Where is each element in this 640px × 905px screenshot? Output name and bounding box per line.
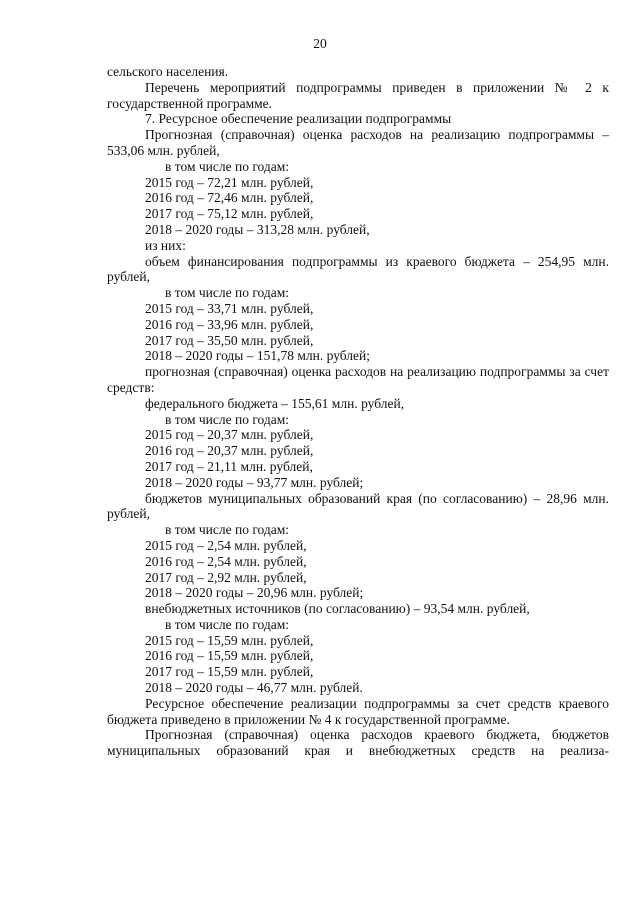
list-item: в том числе по годам: [165, 616, 290, 632]
list-item: 2016 год – 15,59 млн. рублей, [145, 648, 314, 664]
paragraph: бюджетов муниципальных образований края (по согласованию) – 28,96 млн. рублей, [107, 490, 609, 522]
list-item: в том числе по годам: [165, 285, 290, 301]
list-item: 2018 – 2020 годы – 93,77 млн. рублей; [145, 474, 364, 490]
list-item: 2015 год – 2,54 млн. рублей, [145, 537, 307, 553]
list-item: 2017 год – 35,50 млн. рублей, [145, 332, 314, 348]
list-item: 2016 год – 72,46 млн. рублей, [145, 190, 314, 206]
list-item: 2015 год – 33,71 млн. рублей, [145, 300, 314, 316]
list-item: 2018 – 2020 годы – 151,78 млн. рублей; [145, 348, 371, 364]
list-item: из них: [145, 237, 186, 253]
paragraph: Ресурсное обеспечение реализации подпрограммы за счет средств краевого бюджета приведено в приложении № 4 к государственной программе. [107, 695, 609, 727]
list-item: в том числе по годам: [165, 158, 290, 174]
list-item: 2016 год – 2,54 млн. рублей, [145, 553, 307, 569]
paragraph: объем финансирования подпрограммы из краевого бюджета – 254,95 млн. рублей, [107, 253, 609, 285]
document-body [107, 64, 609, 759]
list-item: федерального бюджета – 155,61 млн. рублей, [145, 395, 405, 411]
list-item: в том числе по годам: [165, 411, 290, 427]
list-item: 2015 год – 72,21 млн. рублей, [145, 174, 314, 190]
list-item: 2018 – 2020 годы – 313,28 млн. рублей, [145, 221, 370, 237]
paragraph: Перечень мероприятий подпрограммы приведен в приложении № 2 к государственной программе. [107, 79, 609, 111]
list-item: 2017 год – 21,11 млн. рублей, [145, 458, 313, 474]
section-heading: 7. Ресурсное обеспечение реализации подпрограммы [145, 111, 452, 127]
list-item: 2017 год – 2,92 млн. рублей, [145, 569, 307, 585]
list-item: 2018 – 2020 годы – 46,77 млн. рублей. [145, 680, 363, 696]
list-item: 2016 год – 33,96 млн. рублей, [145, 316, 314, 332]
paragraph: прогнозная (справочная) оценка расходов на реализацию подпрограммы за счет средств: [107, 364, 609, 395]
list-item: 2015 год – 20,37 млн. рублей, [145, 427, 314, 443]
paragraph: Прогнозная (справочная) оценка расходов на реализацию подпрограммы – 533,06 млн. рублей, [107, 127, 609, 158]
page-number: 20 [313, 36, 327, 51]
list-item: 2017 год – 15,59 млн. рублей, [145, 664, 314, 680]
paragraph: Прогнозная (справочная) оценка расходов краевого бюджета, бюджетов муниципальных образований края и внебюджетных средств на реализа- [107, 727, 609, 759]
list-item: 2015 год – 15,59 млн. рублей, [145, 632, 314, 648]
list-item: 2017 год – 75,12 млн. рублей, [145, 206, 314, 222]
paragraph: сельского населения. [107, 64, 229, 79]
list-item: внебюджетных источников (по согласованию) – 93,54 млн. рублей, [145, 601, 530, 617]
list-item: в том числе по годам: [165, 522, 290, 538]
list-item: 2018 – 2020 годы – 20,96 млн. рублей; [145, 585, 364, 601]
list-item: 2016 год – 20,37 млн. рублей, [145, 443, 314, 459]
